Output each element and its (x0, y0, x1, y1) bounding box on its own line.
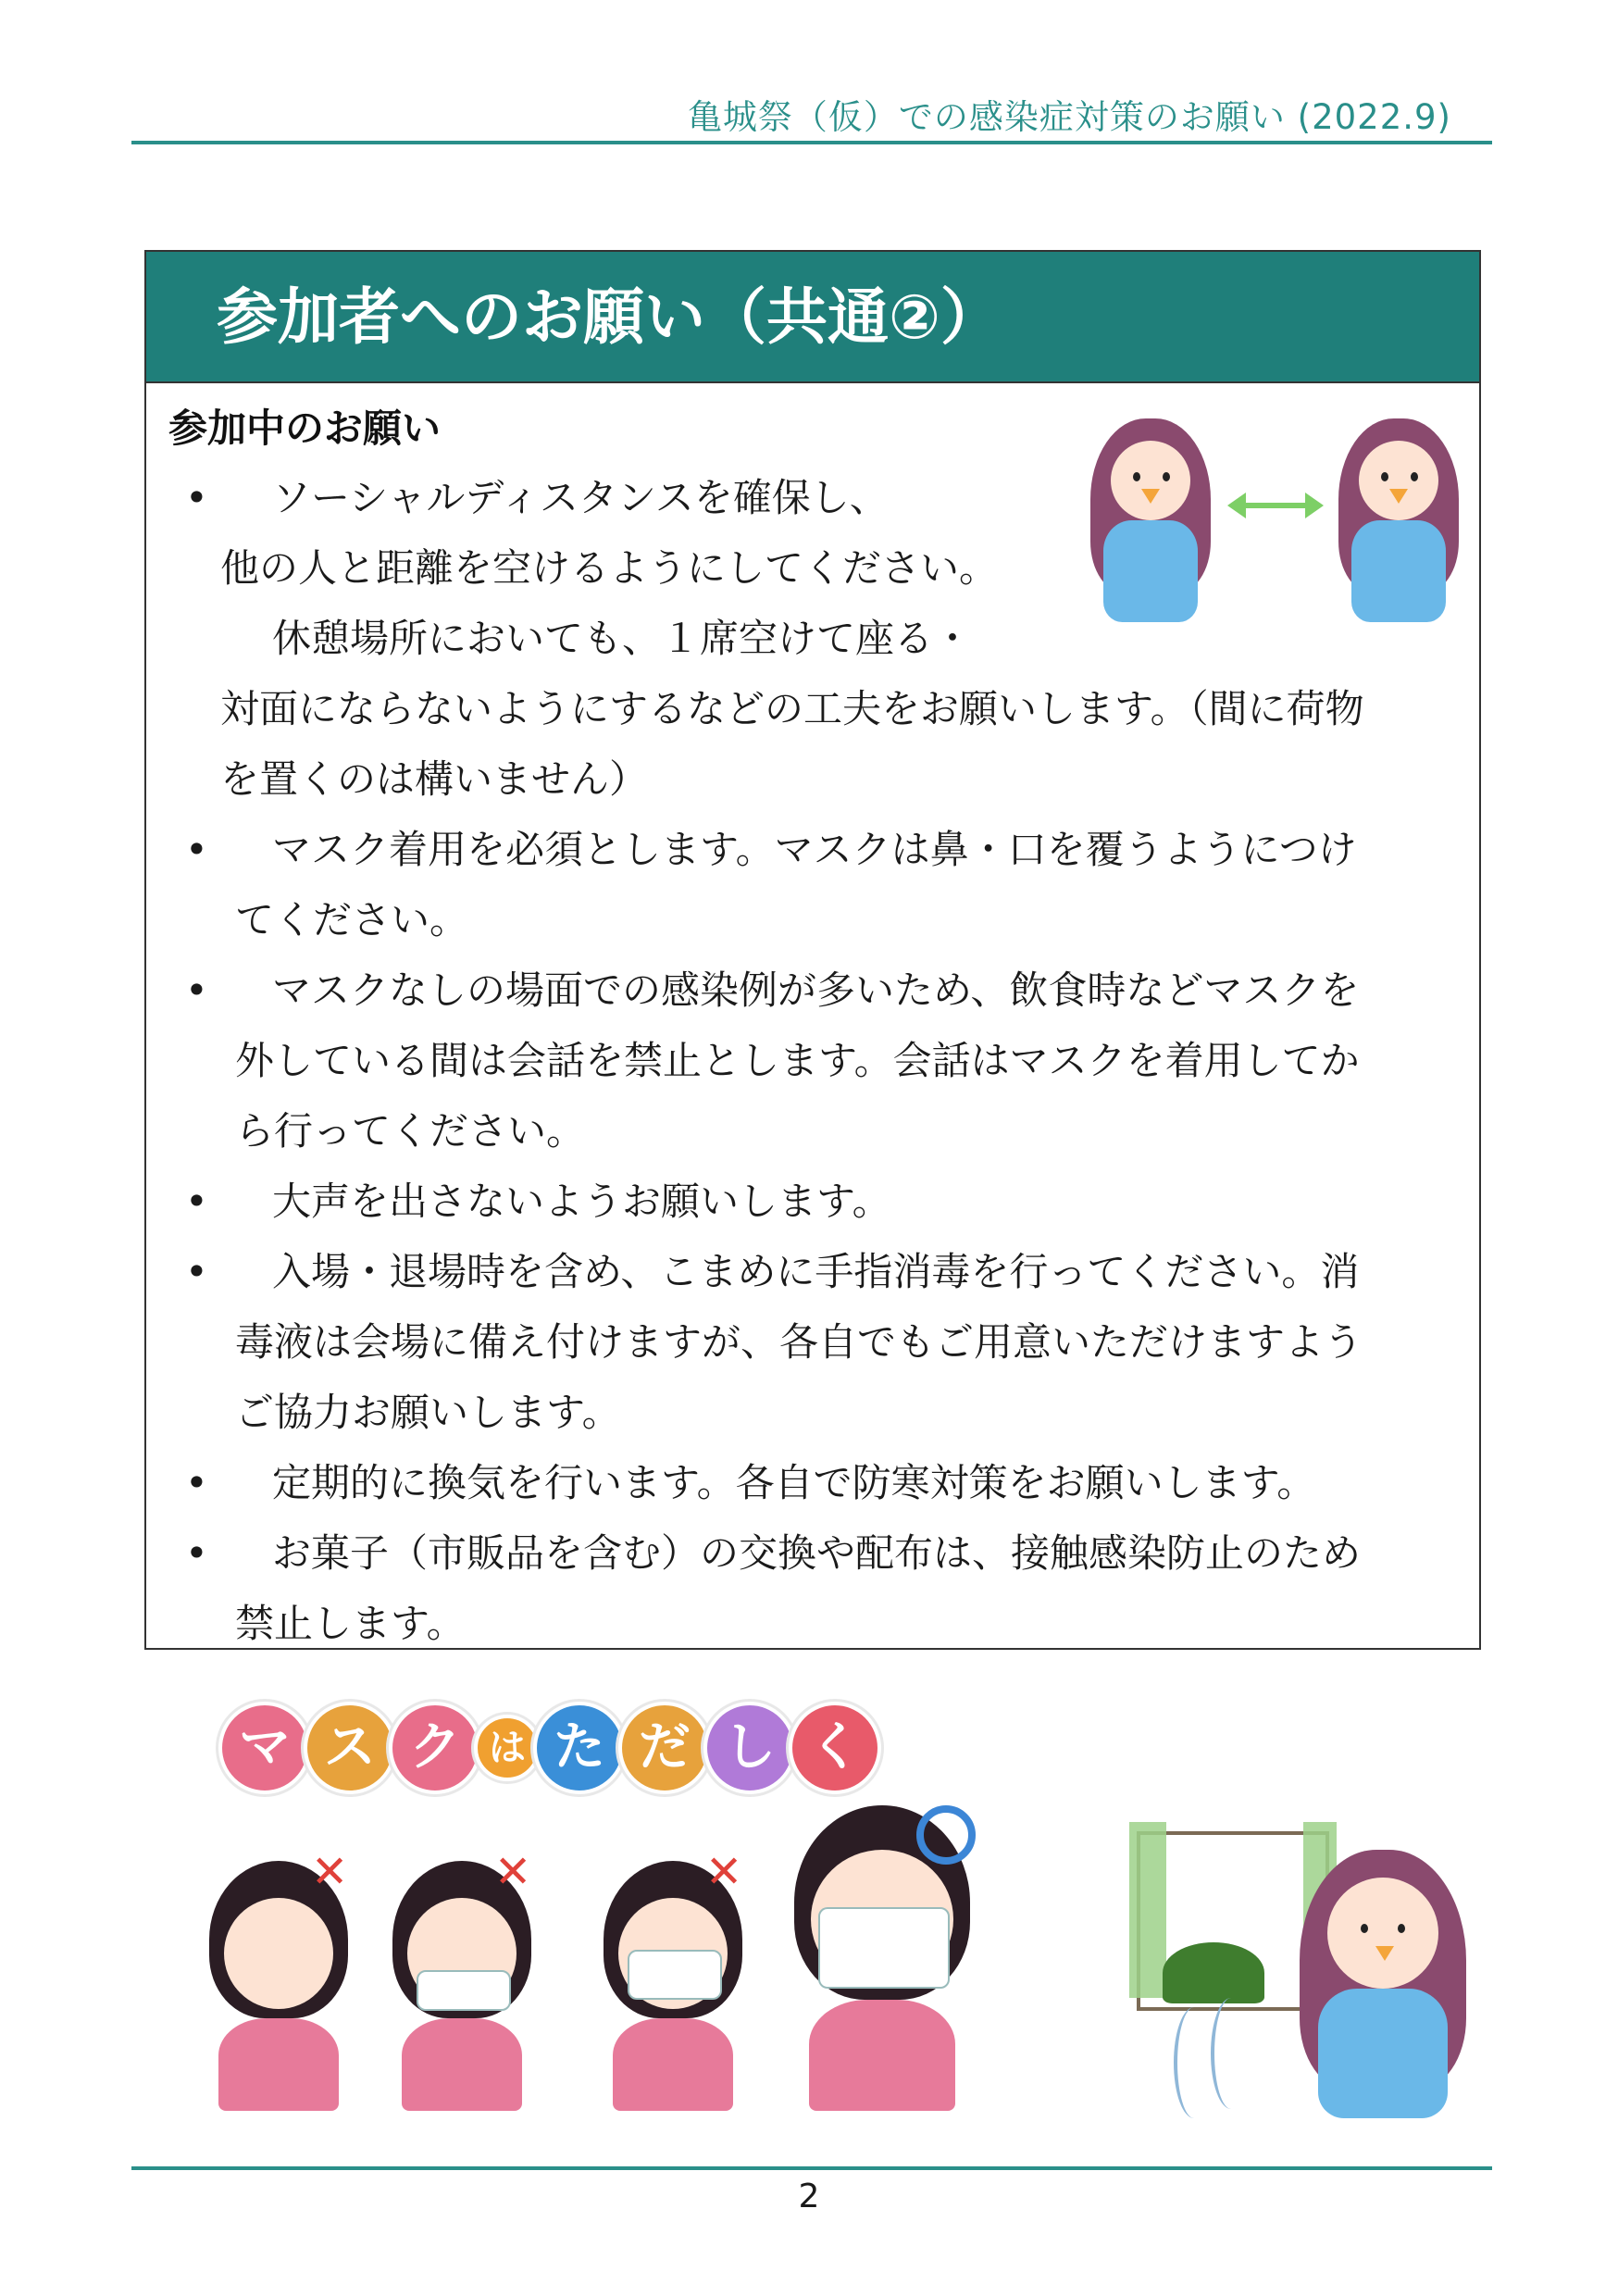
notice-box-header (146, 252, 1479, 383)
bullet: • (185, 1460, 208, 1505)
list-item (168, 1167, 1446, 1237)
girl-no-mask-icon (191, 1861, 367, 2111)
girl-mask-icon (374, 1861, 550, 2111)
item-line: ソーシャルディスタンスを確保し、 (272, 475, 889, 520)
item-list (168, 463, 1446, 1659)
item-line: 大声を出さないようお願いします。 (272, 1179, 891, 1224)
mask-logo (218, 1702, 874, 1794)
bullet: • (185, 1249, 208, 1294)
mermaid-icon (1329, 418, 1468, 631)
logo-char: は (474, 1715, 541, 1781)
logo-char: ク (389, 1702, 481, 1794)
item-line: 入場・退場時を含め、こまめに手指消毒を行ってください。消 (272, 1249, 1360, 1294)
bullet: • (185, 475, 208, 520)
ok-mark (916, 1805, 976, 1865)
mermaid-icon (1290, 1850, 1475, 2128)
header-rule (131, 141, 1492, 144)
bullet: • (185, 967, 208, 1013)
item-line: マスクなしの場面での感染例が多いため、飲食時などマスクを (272, 967, 1360, 1013)
item-line: 定期的に換気を行います。各自で防寒対策をお願いします。 (272, 1460, 1316, 1505)
footer-rule (131, 2166, 1492, 2170)
item-line: 他の人と距離を空けるようにしてください。 (220, 545, 999, 591)
logo-char: ス (304, 1702, 396, 1794)
logo-char: く (789, 1702, 881, 1794)
section-heading: 参加中のお願い (168, 406, 442, 451)
item-line: てください。 (235, 897, 469, 942)
bullet: • (185, 827, 208, 872)
item-line: マスク着用を必須とします。マスクは鼻・口を覆うようにつけ (272, 827, 1357, 872)
item-line: ご協力お願いします。 (235, 1390, 621, 1435)
item-line: 外している間は会話を禁止とします。会話はマスクを着用してか (235, 1038, 1360, 1083)
list-item (168, 1448, 1446, 1518)
bullet: • (185, 1530, 208, 1576)
x-mark: ✕ (311, 1846, 349, 1898)
list-item (168, 1518, 1446, 1659)
x-mark: ✕ (494, 1846, 532, 1898)
item-line: 対面にならないようにするなどの工夫をお願いします。（間に荷物 (220, 686, 1364, 731)
item-line: お菓子（市販品を含む）の交換や配布は、接触感染防止のため (272, 1530, 1362, 1576)
logo-char: し (703, 1702, 796, 1794)
item-line: 休憩場所においても、１席空けて座る・ (272, 616, 973, 661)
social-distance-illustration (1081, 418, 1470, 631)
list-item (168, 955, 1446, 1167)
girl-mask-icon (585, 1861, 761, 2111)
item-line: を置くのは構いません） (220, 756, 649, 802)
item-line: 禁止します。 (235, 1601, 466, 1646)
logo-char: マ (218, 1702, 311, 1794)
mermaid-icon (1081, 418, 1220, 631)
page-number: 2 (798, 2177, 820, 2215)
notice-box-title: 参加者へのお願い（共通②） (217, 281, 1002, 353)
item-line: 毒液は会場に備え付けますが、各自でもご用意いただけますよう (235, 1319, 1363, 1365)
notice-box (144, 250, 1481, 1650)
list-item (168, 1237, 1446, 1448)
logo-char: だ (618, 1702, 711, 1794)
bullet: • (185, 1179, 208, 1224)
item-line: ら行ってください。 (235, 1108, 586, 1154)
list-item (168, 815, 1446, 955)
header-title: 亀城祭（仮）での感染症対策のお願い (2022.9) (687, 97, 1451, 137)
logo-char: た (533, 1702, 626, 1794)
double-arrow-icon (1227, 493, 1324, 518)
window-icon (1109, 1813, 1498, 2146)
x-mark: ✕ (705, 1846, 743, 1898)
